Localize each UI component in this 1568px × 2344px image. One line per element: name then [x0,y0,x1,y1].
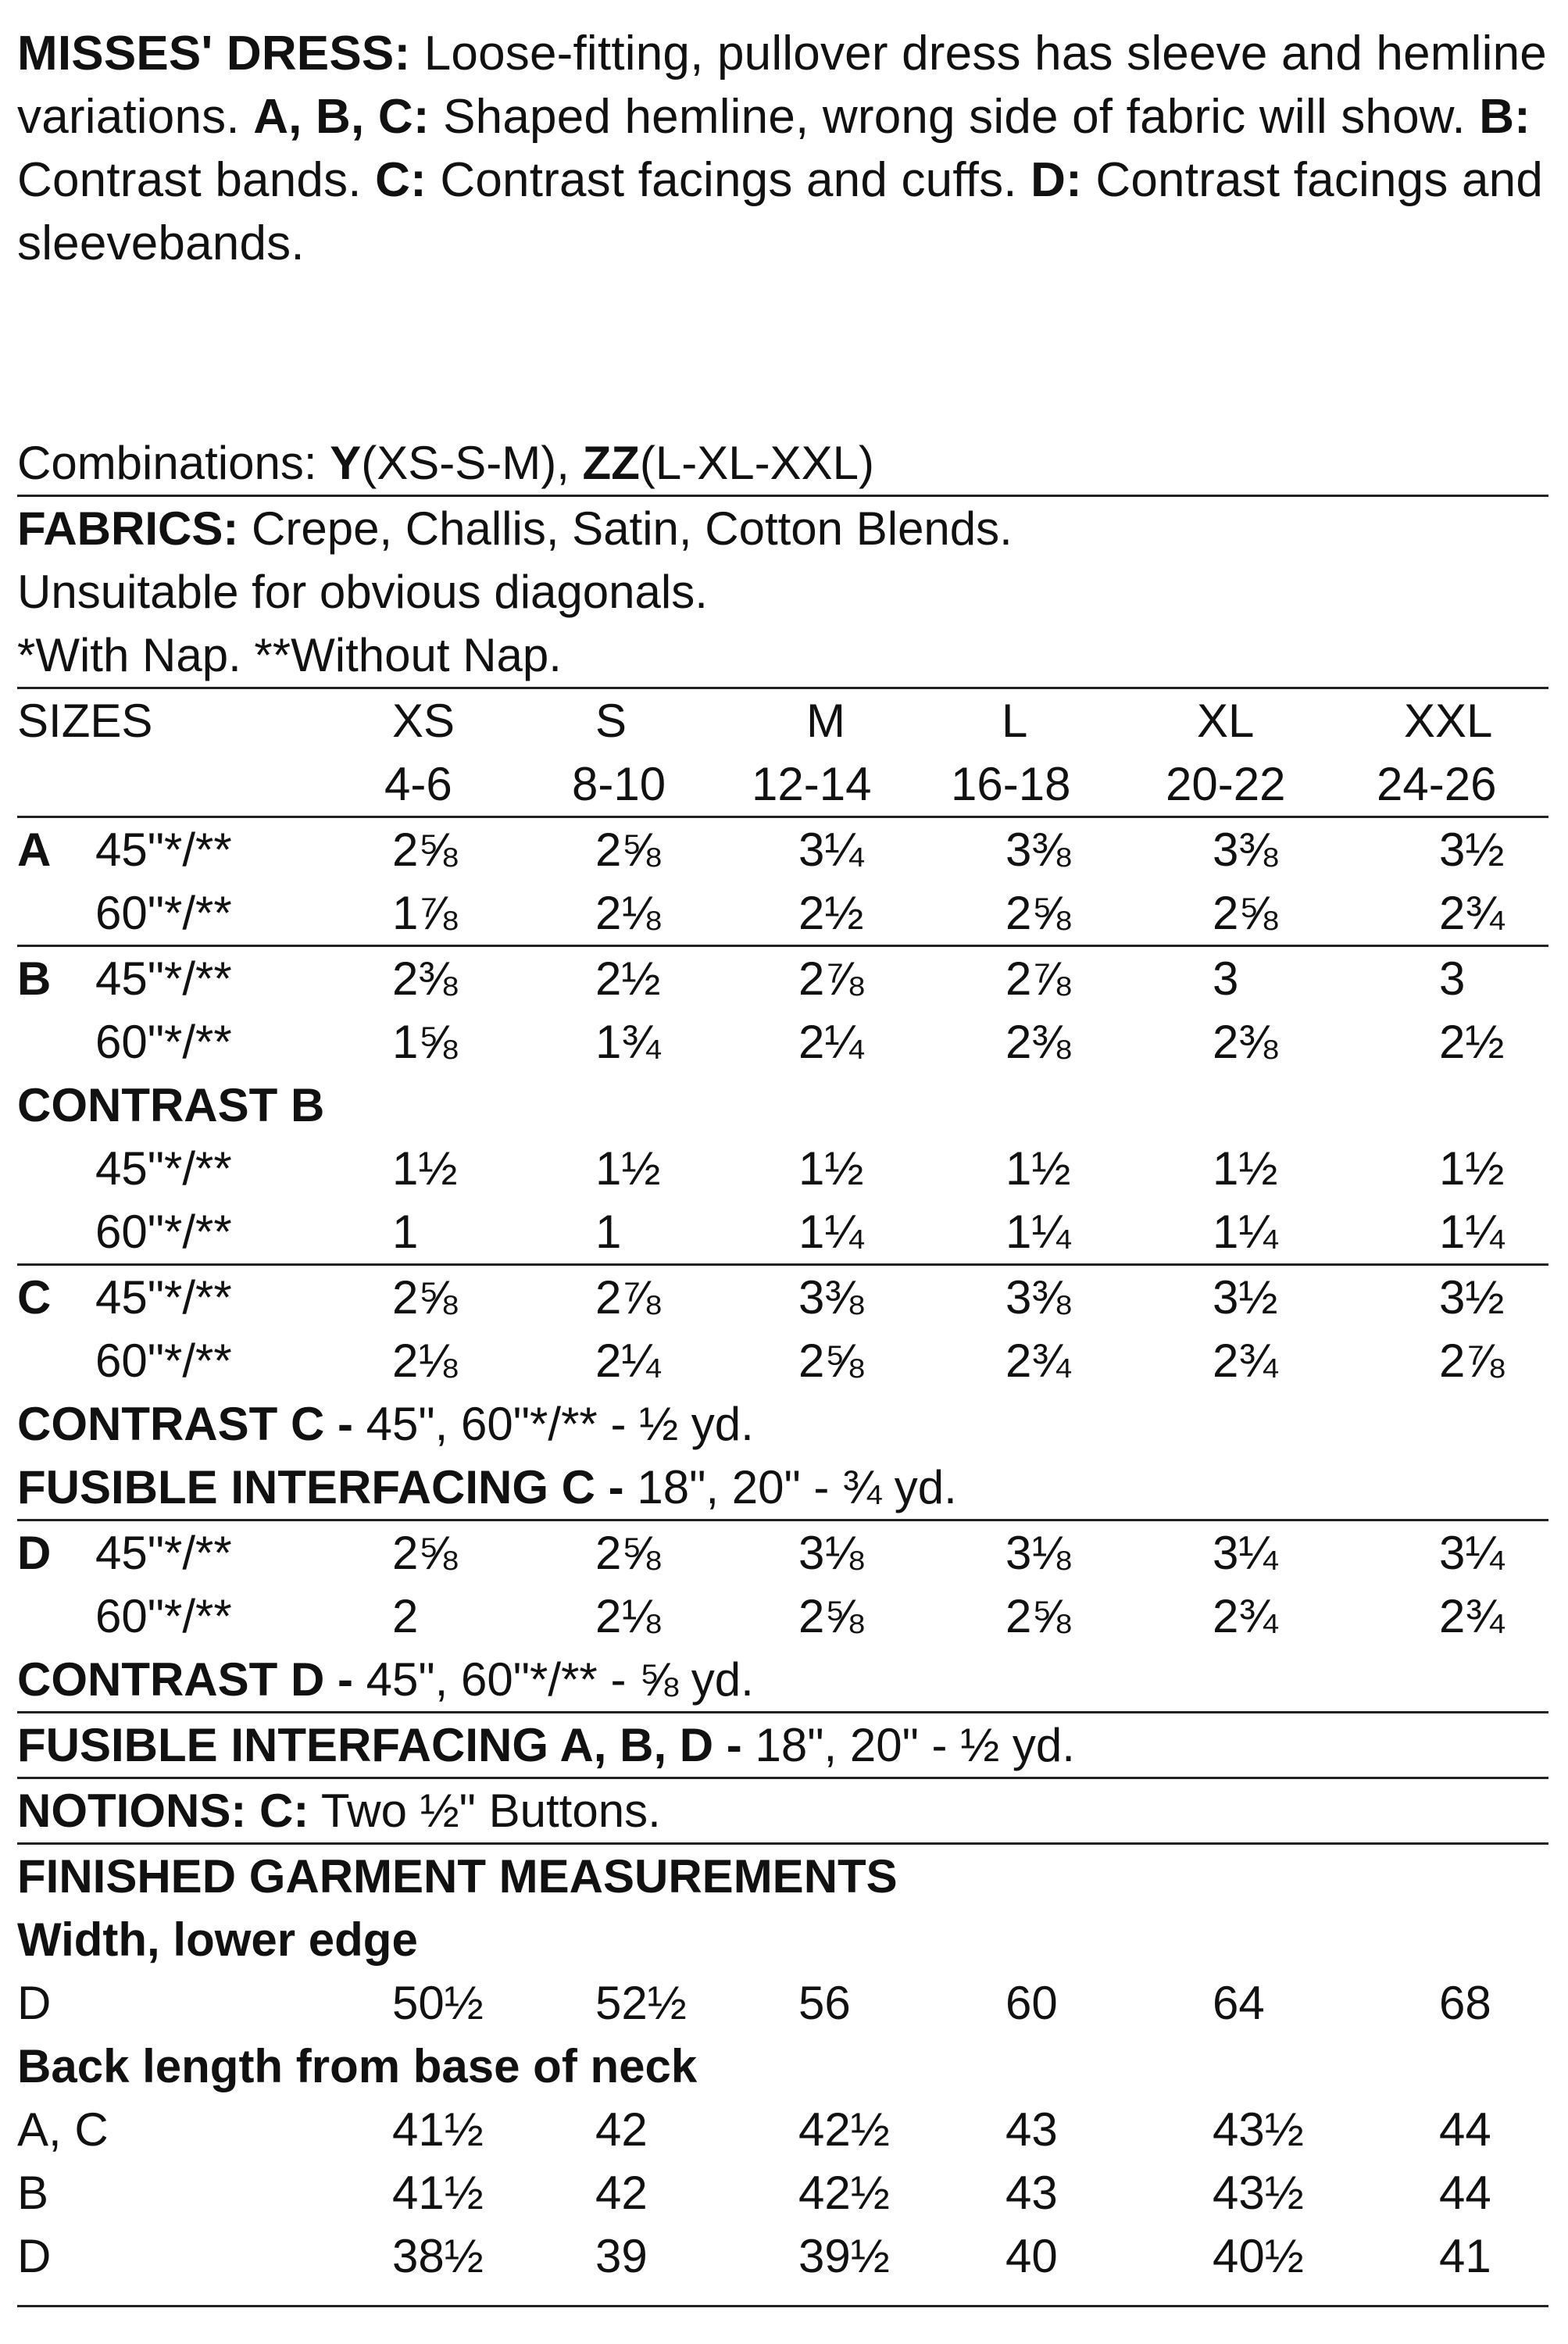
yardage-cell: 3⅛ [798,1527,864,1579]
section-heading: CONTRAST B [17,1079,325,1131]
yardage-cell: 2½ [798,887,864,939]
yardage-cell: 2⅝ [595,1527,661,1579]
yardage-cell: 2⅝ [595,824,661,876]
yardage-cell: 2⅜ [392,952,458,1005]
yardage-row [17,1585,1548,1648]
contrast-c-text: 45", 60"*/** - ½ yd. [366,1398,754,1450]
measurement-cell: 50½ [392,1977,484,2029]
yardage-cell: 1½ [1439,1142,1505,1195]
measurement-cell: 56 [798,1977,851,2029]
description-text-5: Contrast facings and sleevebands. [17,153,1544,270]
contrast-c-line [17,1392,1548,1456]
measurement-row [17,2161,1548,2224]
fabric-width: 45"*/** [95,1527,232,1579]
notions-line [17,1779,1548,1845]
yardage-cell: 2¾ [1213,1335,1278,1387]
yardage-cell: 2¼ [595,1335,661,1387]
yardage-cell: 1¼ [798,1206,864,1258]
fabric-width: 45"*/** [95,1142,232,1195]
description-text-2: Shaped hemline, wrong side of fabric will show. [429,90,1480,144]
fabric-width: 60"*/** [95,1016,232,1068]
combinations-line [17,431,1548,497]
yardage-cell: 2 [392,1590,419,1642]
view-label: D [17,2230,52,2282]
yardage-cell: 1½ [798,1142,864,1195]
yardage-cell: 2⅞ [1005,952,1071,1005]
yardage-row [17,1010,1548,1074]
yardage-cell: 1⅝ [392,1016,458,1068]
measurement-cell: 41½ [392,2103,484,2156]
view-label: C [17,1271,52,1324]
view-label: B [17,952,52,1005]
size-letter: XXL [1404,695,1493,747]
yardage-cell: 2¾ [1005,1335,1071,1387]
pattern-envelope-back [17,22,1548,2307]
measurement-cell: 43½ [1213,2103,1304,2156]
fusible-abd-label: FUSIBLE INTERFACING A, B, D - [17,1719,755,1771]
yardage-cell: 3¼ [1439,1527,1505,1579]
notions-text: Two ½" Buttons. [309,1785,661,1837]
view-label: A, C [17,2103,109,2156]
fabrics-line [17,497,1548,560]
yardage-cell: 1½ [595,1142,661,1195]
yardage-cell: 3¼ [1213,1527,1278,1579]
measurement-cell: 60 [1005,1977,1058,2029]
yardage-cell: 2⅞ [595,1271,661,1324]
yardage-cell: 2⅞ [1439,1335,1505,1387]
yardage-cell: 3 [1439,952,1466,1005]
measurement-cell: 44 [1439,2103,1491,2156]
combination-zz: ZZ [582,437,640,489]
contrast-c-label: CONTRAST C - [17,1398,366,1450]
combination-y: Y [330,437,362,489]
measurement-cell: 39 [595,2230,648,2282]
combinations-label: Combinations: [17,437,330,489]
unsuitable-line: Unsuitable for obvious diagonals. [17,566,708,618]
bottom-divider [17,2288,1548,2307]
measurement-cell: 64 [1213,1977,1265,2029]
measurement-row [17,2224,1548,2288]
size-number: 20-22 [1166,758,1286,810]
contrast-d-text: 45", 60"*/** - ⅝ yd. [366,1653,754,1706]
notions-label: NOTIONS: C: [17,1785,309,1837]
yardage-cell: 3⅛ [1005,1527,1071,1579]
description-abc: A, B, C: [253,90,430,144]
yardage-cell: 3⅜ [798,1271,864,1324]
fusible-c-line [17,1456,1548,1521]
fusible-abd-text: 18", 20" - ½ yd. [755,1719,1075,1771]
view-label: D [17,1977,52,2029]
measurement-cell: 40 [1005,2230,1058,2282]
size-number: 24-26 [1377,758,1497,810]
size-number: 8-10 [572,758,666,810]
description-d: D: [1030,153,1082,207]
contrast-d-label: CONTRAST D - [17,1653,366,1706]
yardage-cell: 2⅝ [392,1527,458,1579]
description-title: MISSES' DRESS: [17,27,411,80]
description-text-4: Contrast facings and cuffs. [426,153,1031,207]
yardage-cell: 2⅝ [798,1335,864,1387]
yardage-cell: 2⅜ [1213,1016,1278,1068]
measurement-cell: 43 [1005,2167,1058,2219]
yardage-cell: 2⅝ [392,1271,458,1324]
yardage-cell: 3 [1213,952,1239,1005]
fabric-width: 45"*/** [95,952,232,1005]
contrast-d-line [17,1648,1548,1713]
view-label: D [17,1527,52,1579]
yardage-cell: 2⅝ [1005,1590,1071,1642]
yardage-cell: 2¾ [1213,1590,1278,1642]
yardage-cell: 2⅛ [595,887,661,939]
yardage-cell: 3¼ [798,824,864,876]
yardage-row [17,1266,1548,1329]
yardage-cell: 1½ [392,1142,458,1195]
yardage-cell: 1¾ [595,1016,661,1068]
combination-zz-sizes: (L-XL-XXL) [639,437,874,489]
yardage-cell: 1⅞ [392,887,458,939]
size-letter: XL [1197,695,1255,747]
size-letter: XS [392,695,455,747]
yardage-cell: 2⅛ [392,1335,458,1387]
fabric-width: 45"*/** [95,824,232,876]
yardage-cell: 1¼ [1213,1206,1278,1258]
yardage-cell: 1 [392,1206,419,1258]
yardage-cell: 3⅜ [1005,824,1071,876]
yardage-cell: 2⅜ [1005,1016,1071,1068]
measurement-cell: 42 [595,2167,648,2219]
yardage-cell: 2¾ [1439,887,1505,939]
width-table [17,1971,1548,2035]
back-length-heading: Back length from base of neck [17,2040,698,2092]
fabric-width: 60"*/** [95,1335,232,1387]
measurement-cell: 42½ [798,2103,890,2156]
yardage-cell: 3⅜ [1213,824,1278,876]
yardage-cell: 3½ [1439,1271,1505,1324]
yardage-cell: 1½ [1213,1142,1278,1195]
yardage-cell: 2¾ [1439,1590,1505,1642]
description-text-3: Contrast bands. [17,153,376,207]
size-letter: S [595,695,627,747]
finished-heading: FINISHED GARMENT MEASUREMENTS [17,1850,898,1903]
yardage-cell: 2⅝ [1213,887,1278,939]
view-label: A [17,824,52,876]
yardage-cell: 3⅜ [1005,1271,1071,1324]
measurement-row [17,2098,1548,2161]
sizes-label: SIZES [17,695,153,747]
yardage-cell: 1½ [1005,1142,1071,1195]
size-number: 12-14 [752,758,872,810]
fabrics-label: FABRICS: [17,502,239,555]
yardage-row [17,947,1548,1010]
yardage-cell: 1¼ [1005,1206,1071,1258]
yardage-row [17,1329,1548,1392]
measurement-cell: 42½ [798,2167,890,2219]
sizes-letter-row [17,689,1548,752]
description-b: B: [1479,90,1531,144]
fusible-abd-line [17,1713,1548,1779]
sizes-number-row [17,752,1548,818]
fabric-width: 45"*/** [95,1271,232,1324]
yardage-cell: 2⅞ [798,952,864,1005]
yardage-cell: 2½ [595,952,661,1005]
measurement-cell: 42 [595,2103,648,2156]
size-letter: M [806,695,845,747]
size-number: 4-6 [384,758,452,810]
yardage-cell: 2⅝ [392,824,458,876]
nap-note: *With Nap. **Without Nap. [17,624,1548,689]
fabrics-list: Crepe, Challis, Satin, Cotton Blends. [238,502,1013,555]
size-number: 16-18 [951,758,1071,810]
measurement-cell: 41½ [392,2167,484,2219]
back-length-table [17,2098,1548,2288]
fabric-width: 60"*/** [95,1206,232,1258]
yardage-row [17,1137,1548,1200]
description [17,22,1548,275]
yardage-row [17,1200,1548,1266]
measurement-cell: 44 [1439,2167,1491,2219]
yardage-cell: 2⅛ [595,1590,661,1642]
yardage-table-d [17,1521,1548,1648]
yardage-cell: 2⅝ [798,1590,864,1642]
yardage-cell: 3½ [1213,1271,1278,1324]
yardage-row [17,818,1548,881]
description-c: C: [375,153,427,207]
yardage-table [17,818,1548,1392]
measurement-cell: 68 [1439,1977,1491,2029]
yardage-cell: 1 [595,1206,622,1258]
yardage-cell: 3½ [1439,824,1505,876]
yardage-row [17,881,1548,947]
measurement-cell: 43 [1005,2103,1058,2156]
measurement-row [17,1971,1548,2035]
measurement-cell: 41 [1439,2230,1491,2282]
view-label: B [17,2167,49,2219]
fabric-width: 60"*/** [95,887,232,939]
measurement-cell: 39½ [798,2230,890,2282]
measurement-cell: 40½ [1213,2230,1304,2282]
size-letter: L [1002,695,1028,747]
width-heading: Width, lower edge [17,1913,418,1966]
measurement-cell: 52½ [595,1977,687,2029]
yardage-cell: 2½ [1439,1016,1505,1068]
description-text-1: Loose-fitting, pullover dress has sleeve and hemline variations. [17,27,1547,144]
yardage-cell: 1¼ [1439,1206,1505,1258]
fabric-width: 60"*/** [95,1590,232,1642]
combination-y-sizes: (XS-S-M), [361,437,583,489]
fusible-c-text: 18", 20" - ¾ yd. [637,1461,957,1513]
fusible-c-label: FUSIBLE INTERFACING C - [17,1461,638,1513]
measurement-cell: 38½ [392,2230,484,2282]
measurement-cell: 43½ [1213,2167,1304,2219]
yardage-cell: 2¼ [798,1016,864,1068]
yardage-row [17,1521,1548,1585]
yardage-cell: 2⅝ [1005,887,1071,939]
